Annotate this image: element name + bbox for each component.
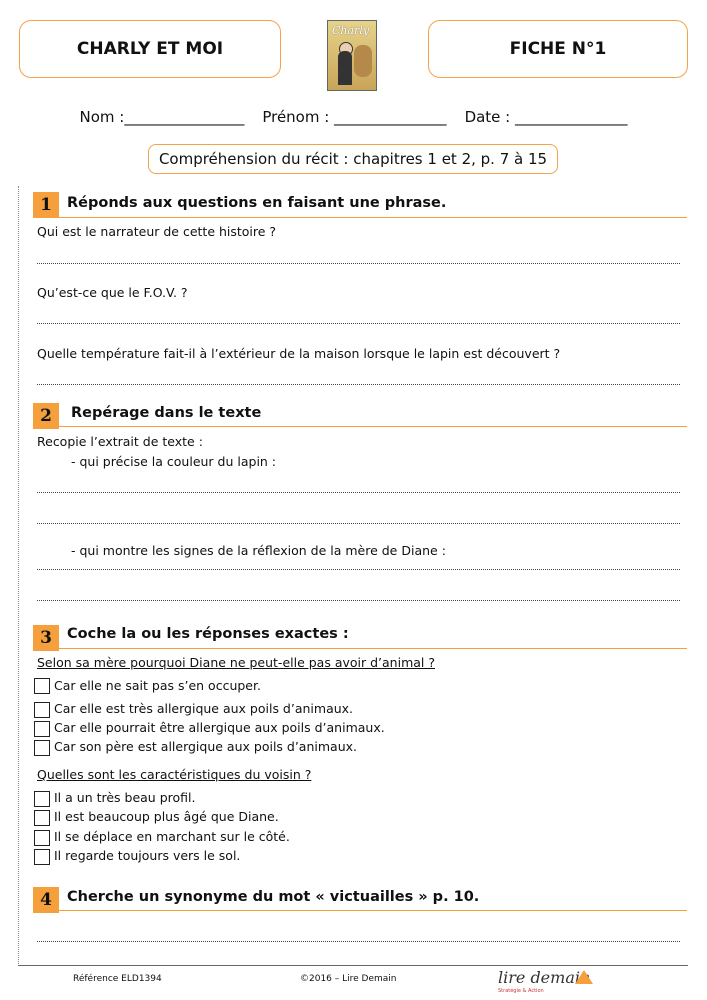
publisher-logo-tagline: Stratégie & Action: [498, 988, 544, 994]
section-1-rule: [33, 217, 687, 218]
checkbox-3-1-3[interactable]: [34, 721, 50, 737]
checkbox-3-2-1[interactable]: [34, 791, 50, 807]
section-4-rule: [33, 910, 687, 911]
section-3-question-2: Quelles sont les caractéristiques du voisin ?: [37, 767, 312, 782]
title-right-box: [428, 20, 688, 78]
option-3-2-1: Il a un très beau profil.: [54, 790, 196, 805]
subtitle-text: Compréhension du récit : chapitres 1 et 2, p. 7 à 15: [158, 150, 548, 168]
option-3-1-2: Car elle est très allergique aux poils d’animaux.: [54, 701, 354, 716]
date-field[interactable]: Date : _______________: [464, 108, 628, 126]
question-1-3: Quelle température fait-il à l’extérieur de la maison lorsque le lapin est découvert ?: [37, 346, 561, 361]
question-1-1: Qui est le narrateur de cette histoire ?: [37, 224, 277, 239]
section-3-rule: [33, 648, 687, 649]
option-3-2-4: Il regarde toujours vers le sol.: [54, 848, 241, 863]
answer-line-1-2[interactable]: [37, 323, 680, 324]
sheet-number: FICHE N°1: [509, 39, 607, 59]
publisher-logo: lire demain: [498, 968, 591, 987]
cover-figure-body: [338, 51, 352, 85]
checkbox-3-1-2[interactable]: [34, 702, 50, 718]
cover-rabbit: [354, 45, 372, 77]
footer-copyright: ©2016 – Lire Demain: [300, 974, 397, 984]
answer-line-4[interactable]: [37, 941, 680, 942]
section-3-question-1: Selon sa mère pourquoi Diane ne peut-elle pas avoir d’animal ?: [37, 655, 435, 670]
publisher-logo-icon: [575, 970, 593, 984]
option-3-1-4: Car son père est allergique aux poils d’animaux.: [54, 739, 357, 754]
answer-line-2-1b[interactable]: [37, 523, 680, 524]
option-3-2-2: Il est beaucoup plus âgé que Diane.: [54, 809, 279, 824]
subtitle-box: [148, 144, 558, 174]
option-3-1-1: Car elle ne sait pas s’en occuper.: [54, 678, 261, 693]
section-2-title: Repérage dans le texte: [71, 405, 262, 421]
section-3-title: Coche la ou les réponses exactes :: [67, 626, 349, 642]
footer-reference: Référence ELD1394: [73, 974, 162, 984]
nom-field[interactable]: Nom :________________: [79, 108, 245, 126]
book-cover-image: [327, 20, 377, 91]
checkbox-3-1-4[interactable]: [34, 740, 50, 756]
section-3-number: 3: [33, 625, 59, 651]
option-3-2-3: Il se déplace en marchant sur le côté.: [54, 829, 290, 844]
checkbox-3-1-1[interactable]: [34, 678, 50, 694]
section-2-number: 2: [33, 403, 59, 429]
identity-line: [0, 108, 707, 126]
margin-line: [18, 186, 19, 966]
question-1-2: Qu’est-ce que le F.O.V. ?: [37, 285, 188, 300]
section-2-item-1: - qui précise la couleur du lapin :: [71, 454, 277, 469]
option-3-1-3: Car elle pourrait être allergique aux poils d’animaux.: [54, 720, 385, 735]
answer-line-2-2a[interactable]: [37, 569, 680, 570]
prenom-field[interactable]: Prénom : _______________: [262, 108, 447, 126]
checkbox-3-2-3[interactable]: [34, 830, 50, 846]
section-4-number: 4: [33, 887, 59, 913]
answer-line-1-1[interactable]: [37, 263, 680, 264]
answer-line-1-3[interactable]: [37, 384, 680, 385]
section-1-number: 1: [33, 192, 59, 218]
answer-line-2-1a[interactable]: [37, 492, 680, 493]
section-2-rule: [33, 426, 687, 427]
footer-rule: [18, 965, 688, 966]
answer-line-2-2b[interactable]: [37, 600, 680, 601]
section-1-title: Réponds aux questions en faisant une phrase.: [67, 195, 447, 211]
cover-title: Charly: [332, 24, 370, 37]
checkbox-3-2-4[interactable]: [34, 849, 50, 865]
section-4-title: Cherche un synonyme du mot « victuailles » p. 10.: [67, 889, 480, 905]
book-title: CHARLY ET MOI: [76, 39, 224, 59]
checkbox-3-2-2[interactable]: [34, 810, 50, 826]
title-left-box: [19, 20, 281, 78]
section-2-intro: Recopie l’extrait de texte :: [37, 434, 203, 449]
section-2-item-2: - qui montre les signes de la réflexion de la mère de Diane :: [71, 543, 446, 558]
